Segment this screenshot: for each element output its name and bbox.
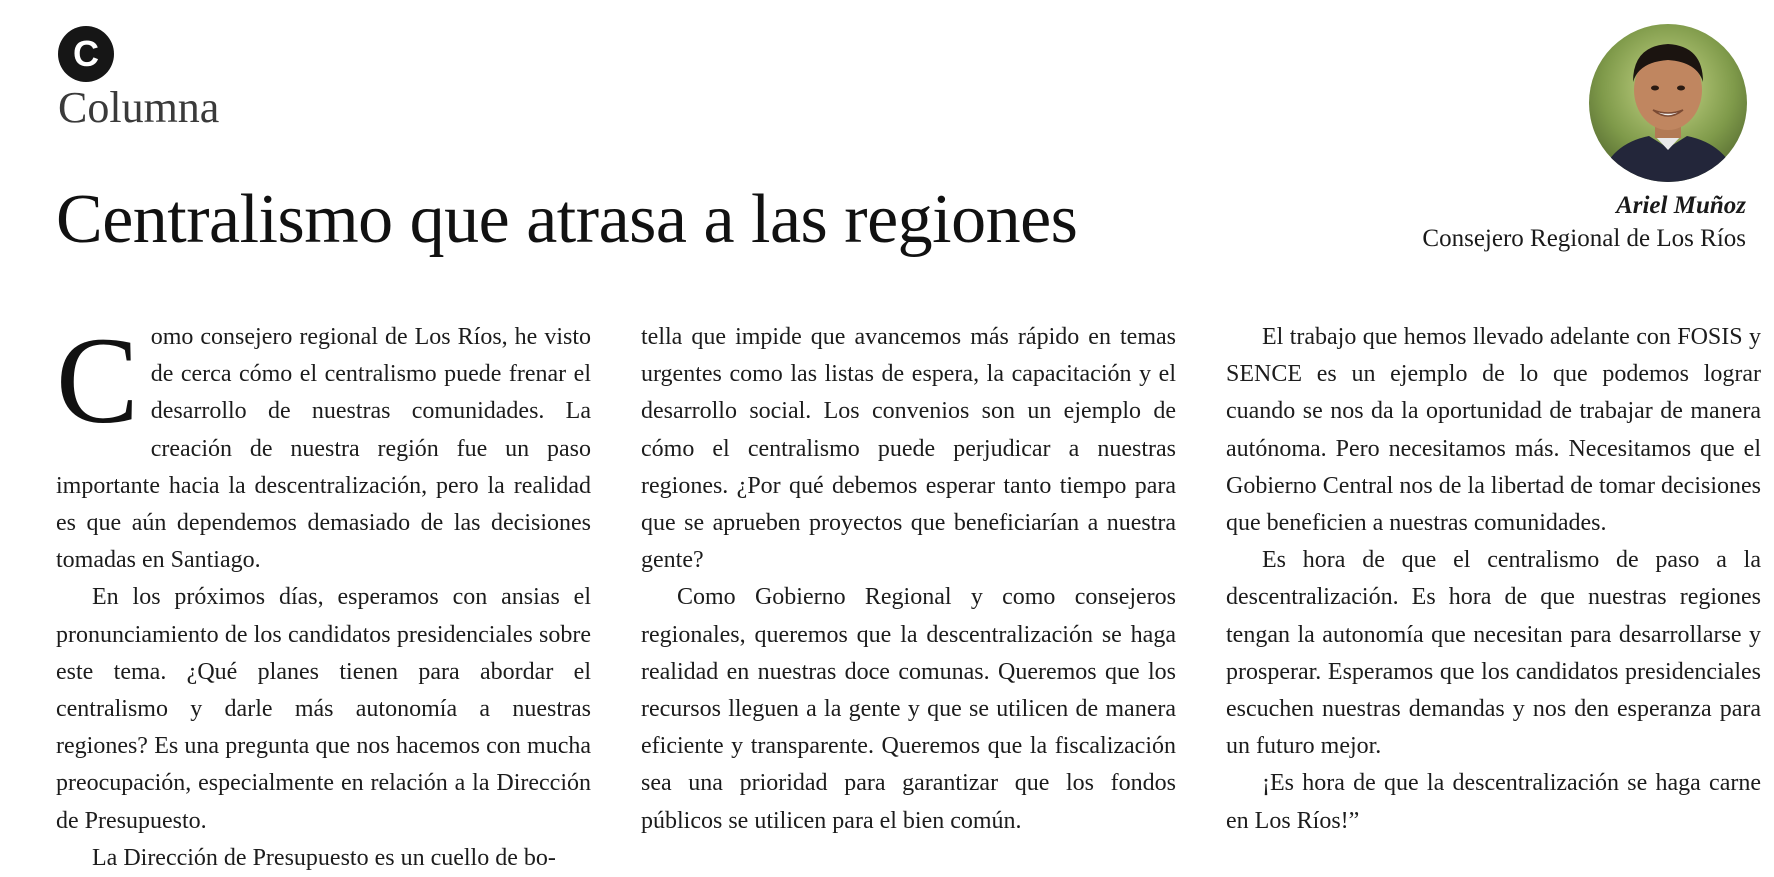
paragraph: La Dirección de Presupuesto es un cuello de bo- bbox=[92, 844, 556, 871]
paragraph: Es hora de que el centralismo de paso a la descentralización. Es hora de que nuestras regiones tengan la autonomía que necesitan para desarrollarse y prosperar. Esperamos que los candidatos presidenciales escuchen nuestras demandas y nos den esperanza para un futuro mejor. bbox=[1226, 547, 1761, 760]
article-column-2 bbox=[641, 319, 1176, 840]
dropcap: C bbox=[56, 312, 139, 449]
author-portrait-icon bbox=[1589, 24, 1747, 182]
paragraph: Como Gobierno Regional y como consejeros regionales, queremos que la descentralización se haga realidad en nuestras doce comunas. Queremos que los recursos lleguen a la gente y que se utilicen de manera eficiente y transparente. Queremos que la fiscalización sea una prioridad para garantizar que los fondos públicos se utilicen para el bien común. bbox=[641, 584, 1176, 834]
article-column-1 bbox=[56, 312, 591, 877]
article-column-3 bbox=[1226, 319, 1761, 840]
column-badge: C bbox=[58, 26, 114, 82]
paragraph bbox=[56, 312, 591, 579]
paragraph: En los próximos días, esperamos con ansias el pronunciamiento de los candidatos presidenciales sobre este tema. ¿Qué planes tienen para abordar el centralismo y darle más autonomía a nuestras regiones? Es una pregunta que nos hacemos con mucha preocupación, especialmente en relación a la Dirección de Presupuesto. bbox=[56, 584, 591, 834]
paragraph-text: omo consejero regional de Los Ríos, he visto de cerca cómo el centralismo puede frenar el desarrollo de nuestras comunidades. La creación de nuestra región fue un paso importante hacia la descentralización, pero la realidad es que aún dependemos demasiado de las decisiones tomadas en Santiago. bbox=[56, 324, 591, 574]
author-name: Ariel Muñoz bbox=[1616, 192, 1746, 219]
paragraph: ¡Es hora de que la descentralización se haga carne en Los Ríos!” bbox=[1226, 770, 1761, 834]
paragraph: El trabajo que hemos llevado adelante con FOSIS y SENCE es un ejemplo de lo que podemos lograr cuando se nos da la oportunidad de trabajar de manera autónoma. Pero necesitamos más. Necesitamos que el Gobierno Central nos de la libertad de tomar decisiones que beneficien a nuestras comunidades. bbox=[1226, 324, 1761, 537]
headline: Centralismo que atrasa a las regiones bbox=[56, 181, 1078, 258]
section-label: Columna bbox=[58, 83, 220, 132]
paragraph: tella que impide que avancemos más rápido en temas urgentes como las listas de espera, la capacitación y el desarrollo social. Los convenios son un ejemplo de cómo el centralismo puede perjudicar a nuestras regiones. ¿Por qué debemos esperar tanto tiempo para que se aprueben proyectos que beneficiarían a nuestra gente? bbox=[641, 324, 1176, 574]
author-role: Consejero Regional de Los Ríos bbox=[1422, 225, 1746, 252]
